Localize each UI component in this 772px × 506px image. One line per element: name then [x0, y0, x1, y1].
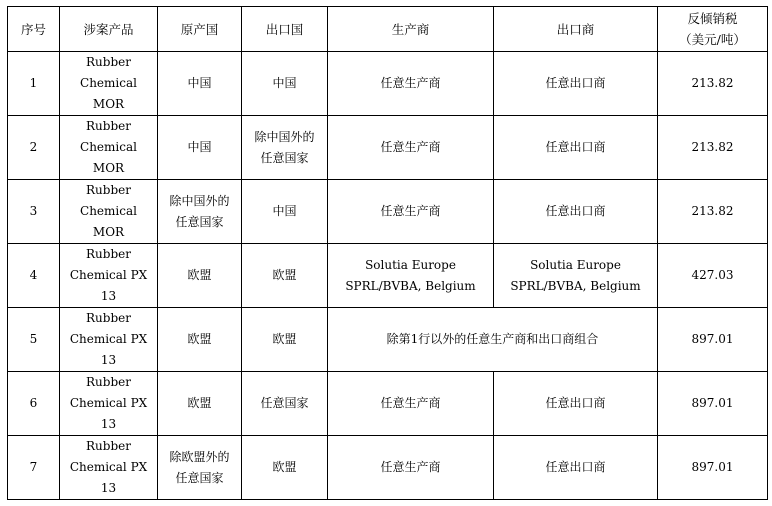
table-header-row — [8, 7, 768, 52]
cell-duty: 213.82 — [658, 52, 768, 116]
cell-exporter: 任意出口商 — [494, 372, 658, 436]
cell-origin: 除欧盟外的 任意国家 — [158, 436, 242, 500]
cell-origin: 中国 — [158, 116, 242, 180]
cell-exporter: 任意出口商 — [494, 52, 658, 116]
cell-product: Rubber Chemical PX 13 — [60, 436, 158, 500]
header-exporter: 出口商 — [494, 7, 658, 52]
table-row — [8, 436, 768, 500]
table-row — [8, 244, 768, 308]
cell-export-country: 欧盟 — [242, 436, 328, 500]
cell-seq: 7 — [8, 436, 60, 500]
cell-seq: 4 — [8, 244, 60, 308]
header-product: 涉案产品 — [60, 7, 158, 52]
cell-duty: 213.82 — [658, 180, 768, 244]
cell-exporter: 任意出口商 — [494, 180, 658, 244]
cell-duty: 213.82 — [658, 116, 768, 180]
cell-producer: 任意生产商 — [328, 116, 494, 180]
cell-origin: 欧盟 — [158, 244, 242, 308]
cell-seq: 5 — [8, 308, 60, 372]
cell-export-country: 中国 — [242, 180, 328, 244]
cell-exporter: 任意出口商 — [494, 116, 658, 180]
cell-exporter: Solutia Europe SPRL/BVBA, Belgium — [494, 244, 658, 308]
table-row — [8, 180, 768, 244]
cell-product: Rubber Chemical PX 13 — [60, 244, 158, 308]
cell-seq: 3 — [8, 180, 60, 244]
cell-seq: 2 — [8, 116, 60, 180]
cell-export-country: 除中国外的 任意国家 — [242, 116, 328, 180]
cell-producer-exporter-combined: 除第1行以外的任意生产商和出口商组合 — [328, 308, 658, 372]
cell-product: Rubber Chemical MOR — [60, 52, 158, 116]
cell-export-country: 欧盟 — [242, 308, 328, 372]
table-row — [8, 116, 768, 180]
cell-producer: 任意生产商 — [328, 52, 494, 116]
duty-table-container — [7, 6, 768, 500]
table-row — [8, 308, 768, 372]
header-seq: 序号 — [8, 7, 60, 52]
cell-producer: Solutia Europe SPRL/BVBA, Belgium — [328, 244, 494, 308]
cell-duty: 897.01 — [658, 308, 768, 372]
cell-product: Rubber Chemical PX 13 — [60, 372, 158, 436]
cell-producer: 任意生产商 — [328, 372, 494, 436]
cell-product: Rubber Chemical MOR — [60, 116, 158, 180]
anti-dumping-duty-table — [7, 6, 768, 500]
cell-origin: 中国 — [158, 52, 242, 116]
cell-seq: 1 — [8, 52, 60, 116]
cell-origin: 除中国外的 任意国家 — [158, 180, 242, 244]
cell-producer: 任意生产商 — [328, 180, 494, 244]
cell-origin: 欧盟 — [158, 308, 242, 372]
header-export-country: 出口国 — [242, 7, 328, 52]
cell-seq: 6 — [8, 372, 60, 436]
table-row — [8, 372, 768, 436]
cell-export-country: 中国 — [242, 52, 328, 116]
header-duty: 反倾销税 （美元/吨） — [658, 7, 768, 52]
cell-product: Rubber Chemical PX 13 — [60, 308, 158, 372]
cell-exporter: 任意出口商 — [494, 436, 658, 500]
cell-duty: 897.01 — [658, 436, 768, 500]
cell-duty: 897.01 — [658, 372, 768, 436]
cell-export-country: 欧盟 — [242, 244, 328, 308]
cell-origin: 欧盟 — [158, 372, 242, 436]
header-origin: 原产国 — [158, 7, 242, 52]
cell-export-country: 任意国家 — [242, 372, 328, 436]
cell-product: Rubber Chemical MOR — [60, 180, 158, 244]
header-producer: 生产商 — [328, 7, 494, 52]
table-row — [8, 52, 768, 116]
cell-producer: 任意生产商 — [328, 436, 494, 500]
cell-duty: 427.03 — [658, 244, 768, 308]
